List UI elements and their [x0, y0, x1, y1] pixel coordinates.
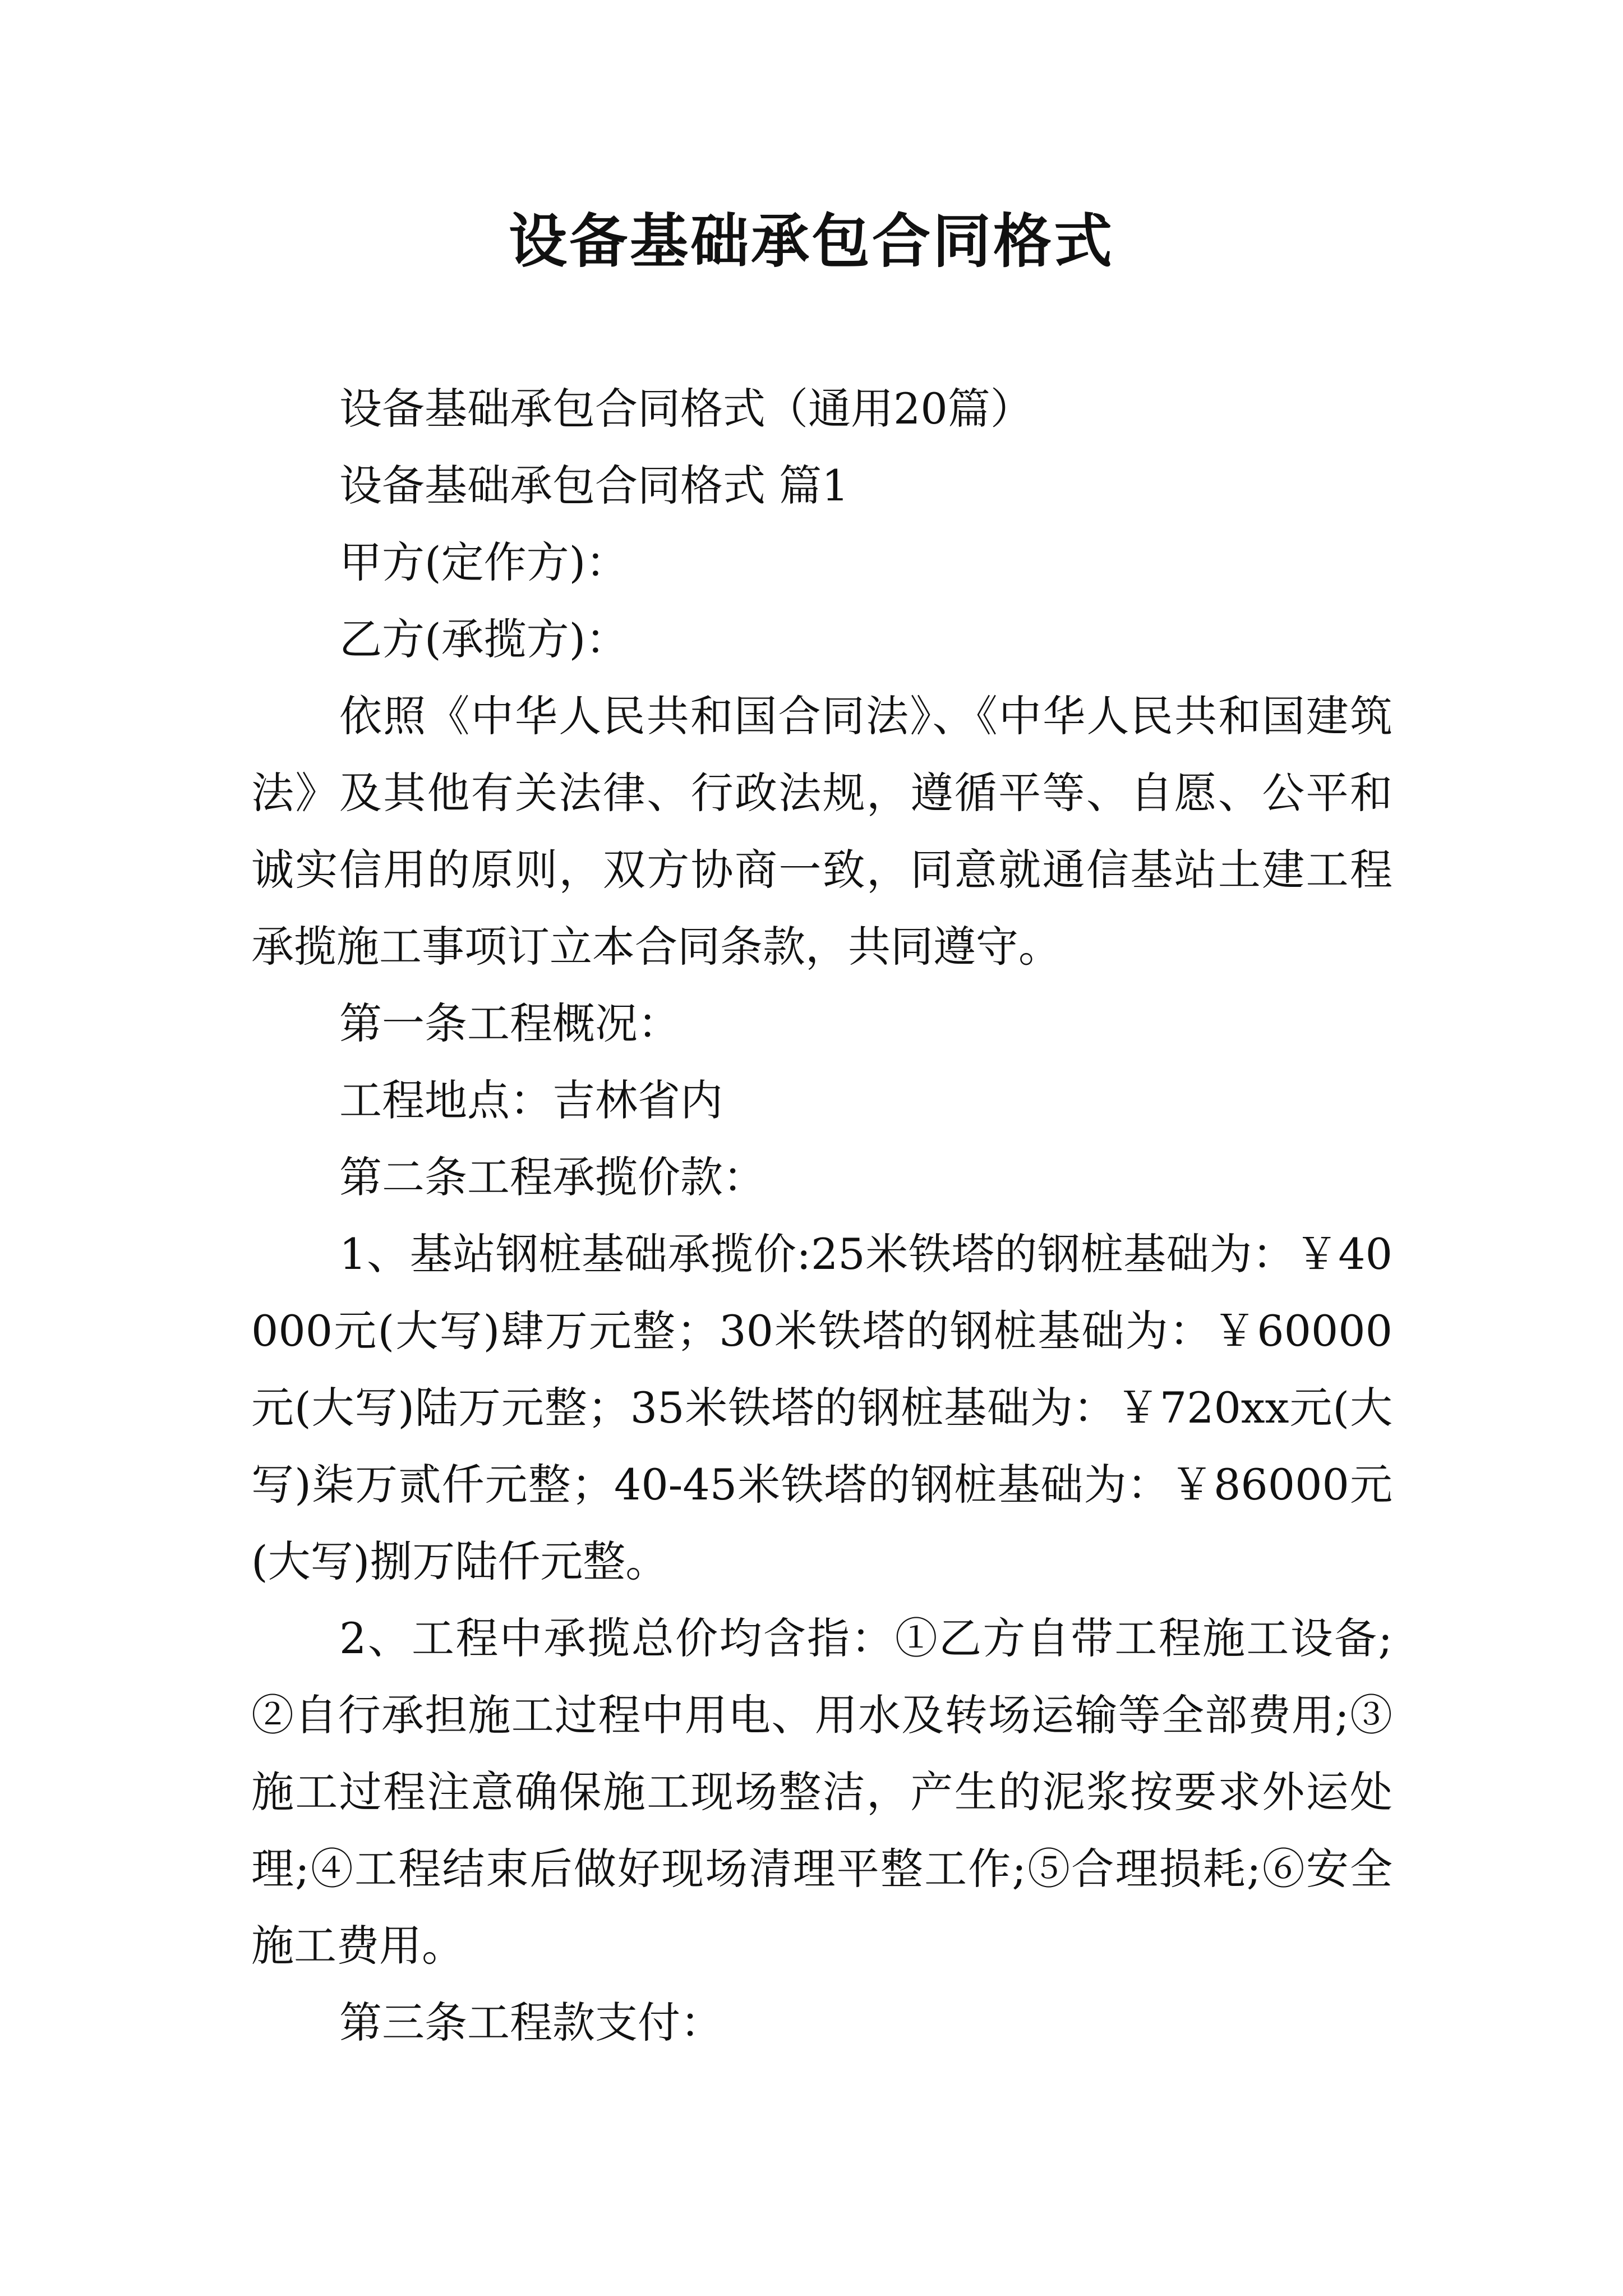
paragraph-clause-2-heading: 第二条工程承揽价款：: [339, 1152, 766, 1202]
document-body: [251, 370, 1393, 2061]
paragraph-clause-3-heading: 第三条工程款支付：: [339, 1998, 723, 2047]
document-title: 设备基础承包合同格式: [508, 206, 1114, 275]
paragraph-clause-1-heading: 第一条工程概况：: [339, 999, 680, 1048]
paragraph-price-item-2: 2、工程中承揽总价均含指：①乙方自带工程施工设备;②自行承担施工过程中用电、用水及转场运输等全部费用;③施工过程注意确保施工现场整洁，产生的泥浆按要求外运处理;④工程结束后做好现场清理平整工作;⑤合理损耗;⑥安全施工费用。: [251, 1613, 1393, 1971]
paragraph-price-item-1: 1、基站钢桩基础承揽价:25米铁塔的钢桩基础为：￥40000元(大写)肆万元整；30米铁塔的钢桩基础为：￥60000元(大写)陆万元整；35米铁塔的钢桩基础为：￥720xx元(大写)柒万贰仟元整；40-45米铁塔的钢桩基础为：￥86000元(大写)捌万陆仟元整。: [251, 1229, 1393, 1586]
paragraph-party-b: 乙方(承揽方)：: [339, 614, 629, 664]
paragraph-article-heading: 设备基础承包合同格式 篇1: [339, 461, 849, 510]
paragraph-preamble: 依照《中华人民共和国合同法》、《中华人民共和国建筑法》及其他有关法律、行政法规，遵循平等、自愿、公平和诚实信用的原则，双方协商一致，同意就通信基站土建工程承揽施工事项订立本合同条款，共同遵守。: [251, 691, 1393, 972]
paragraph-subtitle: 设备基础承包合同格式（通用20篇）: [339, 384, 1033, 434]
paragraph-project-location: 工程地点：吉林省内: [339, 1075, 723, 1125]
paragraph-party-a: 甲方(定作方)：: [339, 537, 629, 587]
